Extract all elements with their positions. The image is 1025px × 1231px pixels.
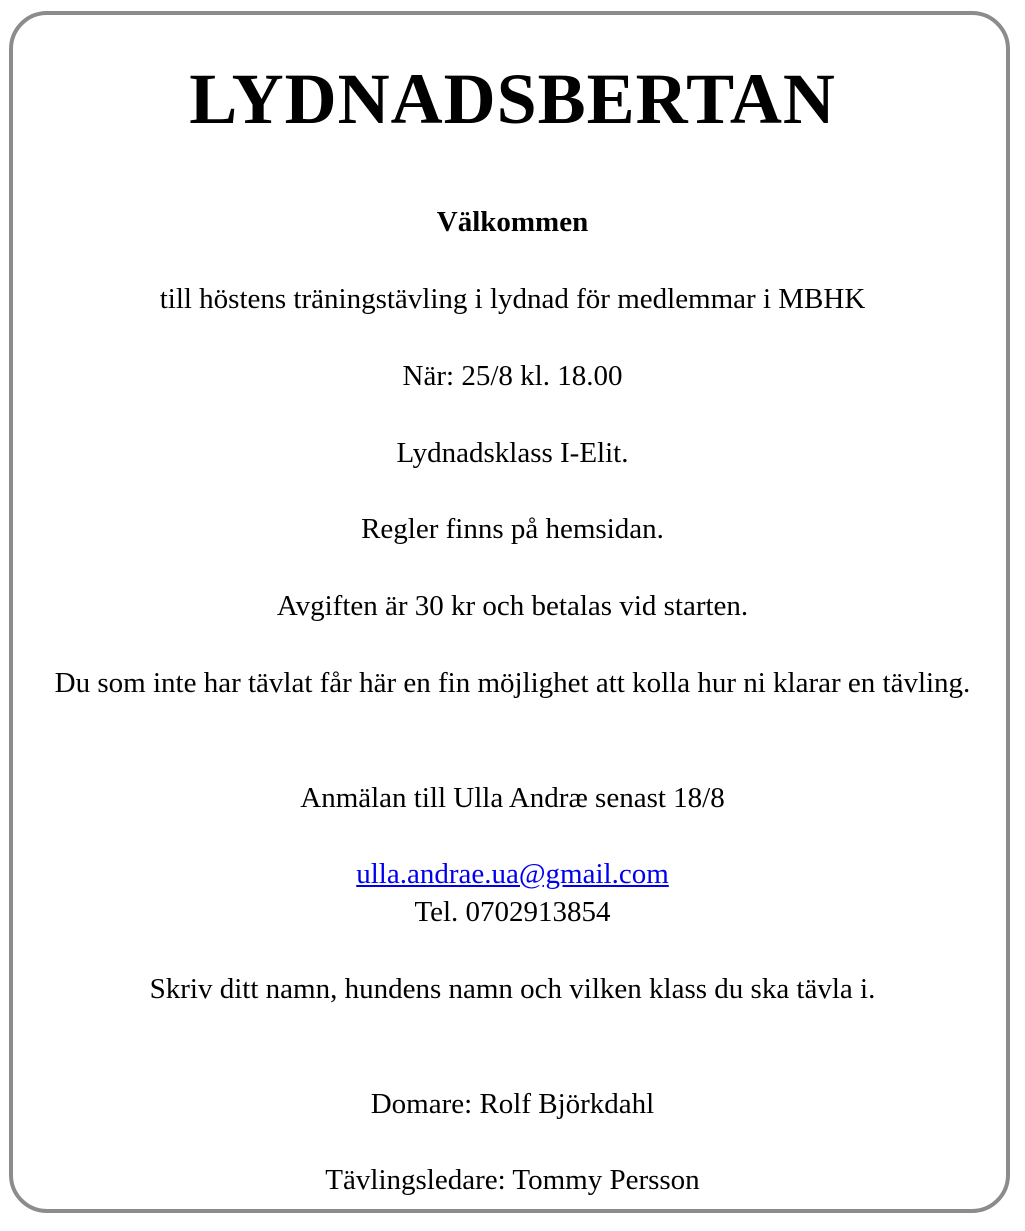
welcome-heading: Välkommen [436, 206, 589, 238]
judge-text: Domare: Rolf Björkdahl [370, 1088, 655, 1120]
event-class: Lydnadsklass I-Elit. [396, 437, 629, 469]
instructions-text: Skriv ditt namn, hundens namn och vilken klass du ska tävla i. [149, 973, 876, 1005]
intro-text: till höstens träningstävling i lydnad för medlemmar i MBHK [159, 283, 866, 315]
page-title: LYDNADSBERTAN [189, 59, 836, 139]
email-line [0, 857, 1025, 891]
competition-leader-text: Tävlingsledare: Tommy Persson [325, 1164, 700, 1196]
event-date: När: 25/8 kl. 18.00 [402, 360, 623, 392]
phone-text: Tel. 0702913854 [414, 896, 611, 928]
rules-text: Regler finns på hemsidan. [361, 513, 664, 545]
newcomers-text: Du som inte har tävlat får här en fin möjlighet att kolla hur ni klarar en tävling. [54, 667, 971, 699]
email-link[interactable]: ulla.andrae.ua@gmail.com [356, 858, 669, 890]
fee-text: Avgiften är 30 kr och betalas vid starten. [276, 590, 749, 622]
registration-text: Anmälan till Ulla Andræ senast 18/8 [300, 782, 725, 814]
